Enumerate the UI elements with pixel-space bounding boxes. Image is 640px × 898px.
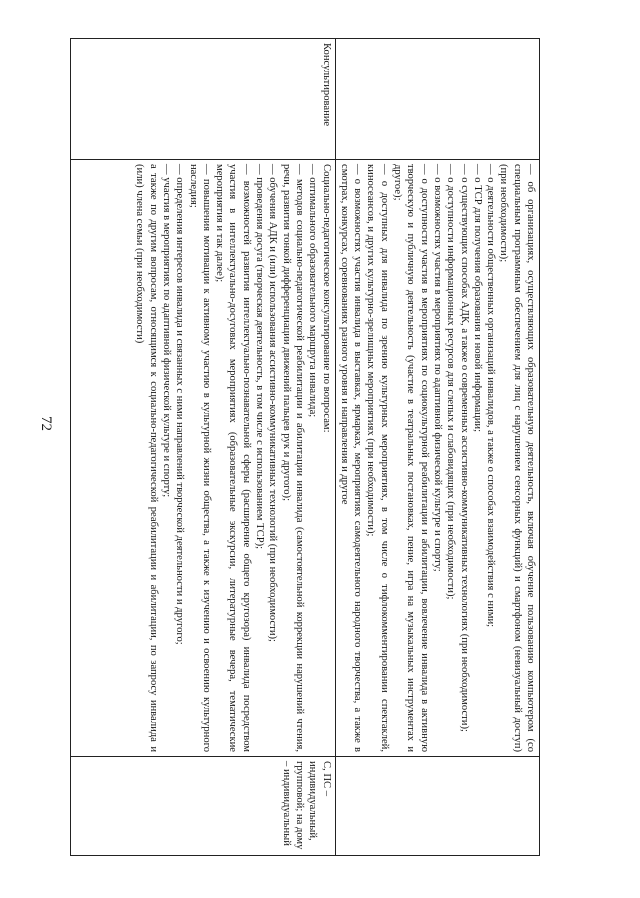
list-item: — о возможностях участия инвалида в выставках, ярмарках, мероприятиях самодеятельного народного творчества, а также в смотрах, конкурсах, соревнованиях разного уровня и направления и другое xyxy=(338,164,364,752)
consult-service-name: Консультирование xyxy=(71,39,336,160)
list-item: — оптимального образовательного маршрута инвалида; xyxy=(307,164,319,418)
consult-content xyxy=(71,160,336,757)
list-item: — повышения мотивации к активному участию в культурной жизни общества, а также к изучению и освоению культурного наследия; xyxy=(187,164,212,752)
table-row xyxy=(71,39,336,856)
list-item: — о деятельности общественных организаций инвалидов, а также о способах взаимодействия с ними; xyxy=(485,164,497,628)
consult-heading: Социально-педагогическое консультирование по вопросам: xyxy=(320,164,332,433)
list-item: — обучения АДК и (или) использования ассистивно-коммуникативных технологий (при необходимости); xyxy=(267,164,279,642)
list-item: — участия в мероприятиях по адаптивной физической культуре и спорту; xyxy=(160,164,172,498)
rotated-table-wrapper xyxy=(70,38,540,856)
consult-form: С, ПС – индивидуальный, групповой; на дому – индивидуальный xyxy=(71,757,336,856)
list-item: — о возможностях участия в мероприятиях по адаптивной физической культуре и спорту; xyxy=(431,164,443,572)
list-item: — о существующих способах АДК, а также о современных ассистивно-коммуникативных технологиях (при необходимости); xyxy=(458,164,470,732)
list-item: а также по другим вопросам, относящимся к социально-педагогической реабилитации и абилитации, по запросу инвалида и (или) члена семьи (при необходимости) xyxy=(134,164,159,752)
top-row-col1 xyxy=(335,39,539,160)
list-item: — проведения досуга (творческая деятельность, в том числе с использованием ТСР); xyxy=(254,164,266,550)
table-row xyxy=(335,39,539,856)
list-item: — определения интересов инвалида и связанных с ними направлений творческой деятельности и другого; xyxy=(174,164,186,645)
list-item: — методов социально-педагогической реабилитации и абилитации инвалида (самостоятельной коррекции нарушений чтения, речи, развития тонкой дифференциации движений пальцев рук и другого); xyxy=(280,164,305,752)
page-number: 72 xyxy=(38,416,54,431)
list-item: — о доступности информационных ресурсов для слепых и слабовидящих (при необходимости); xyxy=(445,164,457,600)
list-item: — о доступных для инвалида по зрению культурных мероприятиях, в том числе о тифлокомментировании спектаклей, киносеансов, и других культурно-зрелищных мероприятиях (при необходимости); xyxy=(365,164,390,752)
list-item: — об организациях, осуществляющих образовательную деятельность, включая обучение пользованию компьютером (со специальным программным обеспечением для лиц с нарушением сенсорных функций) и смартфоном (невизуальный доступ) (при необходимости); xyxy=(498,164,536,752)
list-item: — возможностей развития интеллектуально-познавательной сферы (расширение общего кругозора) инвалида посредством участия в интеллектуально-досуговых мероприятиях (образовательные экскурсии, литературные вечера, тематические мероприятия и так далее); xyxy=(214,164,252,752)
list-item: — о ТСР для получения образования и новой информации; xyxy=(471,164,483,433)
rehabilitation-table xyxy=(70,38,540,856)
list-item: — о доступности участия в мероприятиях по социокультурной реабилитации и абилитации, вовлечение инвалида в активную творческую и публичную деятельность (участие в театральных постановках, пение, игра на музыкальных инструментах и другое); xyxy=(392,164,430,752)
top-row-col3 xyxy=(335,757,539,856)
top-row-col2 xyxy=(335,160,539,757)
